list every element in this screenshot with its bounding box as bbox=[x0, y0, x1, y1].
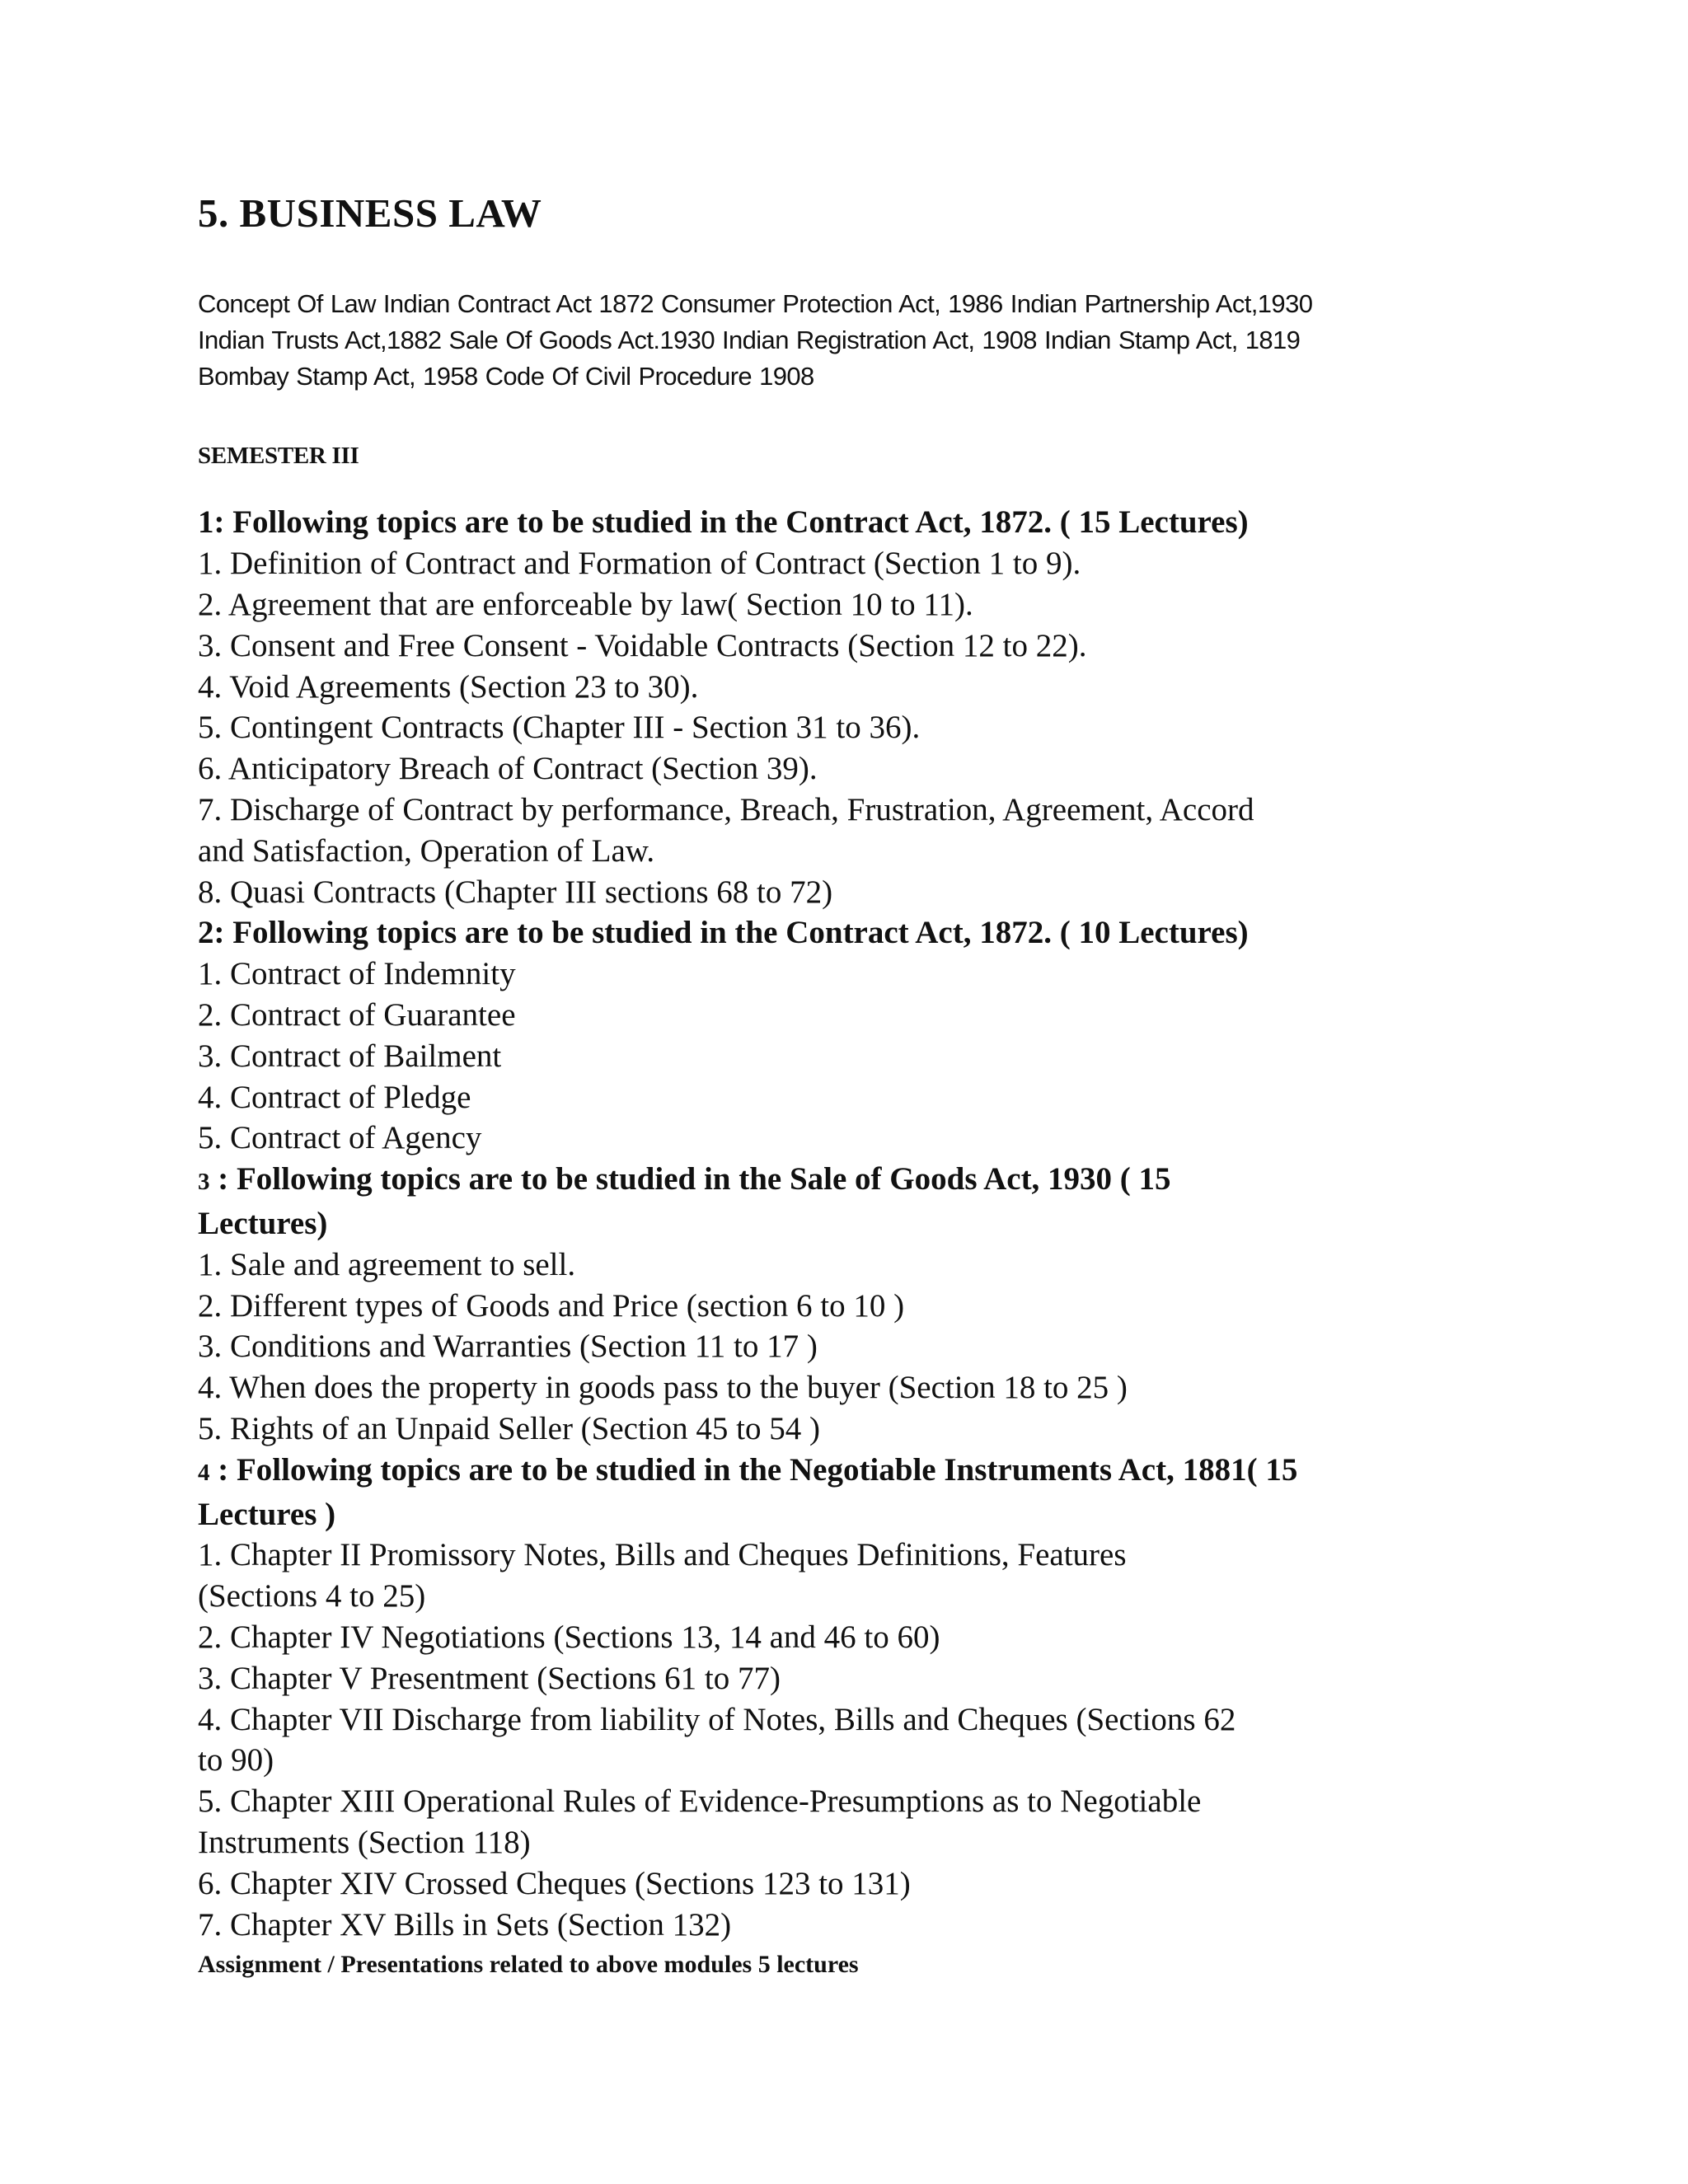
list-item: and Satisfaction, Operation of Law. bbox=[198, 832, 655, 869]
list-item: 3. Conditions and Warranties (Section 11 to 17 ) bbox=[198, 1329, 818, 1365]
list-item: 1. Sale and agreement to sell. bbox=[198, 1246, 576, 1282]
list-item: 3. Consent and Free Consent - Voidable Contracts (Section 12 to 22). bbox=[198, 627, 1087, 663]
section-2-heading: 2: Following topics are to be studied in the Contract Act, 1872. ( 10 Lectures) bbox=[198, 915, 1249, 951]
section-1-heading: 1: Following topics are to be studied in the Contract Act, 1872. ( 15 Lectures) bbox=[198, 504, 1249, 541]
list-item: 7. Chapter XV Bills in Sets (Section 132) bbox=[198, 1906, 732, 1943]
list-item: 1. Contract of Indemnity bbox=[198, 956, 516, 992]
section-4-heading bbox=[198, 1450, 1451, 1494]
section-3-heading bbox=[198, 1159, 1451, 1203]
list-item: 5. Rights of an Unpaid Seller (Section 45 to 54 ) bbox=[198, 1411, 820, 1447]
section-4-number: 4 bbox=[198, 1459, 210, 1486]
section-1 bbox=[198, 502, 1451, 912]
list-item: 3. Contract of Bailment bbox=[198, 1038, 502, 1074]
list-item: Instruments (Section 118) bbox=[198, 1824, 531, 1860]
document-title: 5. BUSINESS LAW bbox=[198, 190, 542, 236]
list-item: 2. Agreement that are enforceable by law( Section 10 to 11). bbox=[198, 587, 973, 623]
acts-overview-line: Concept Of Law Indian Contract Act 1872 Consumer Protection Act, 1986 Indian Partnership Act,1930 bbox=[198, 288, 1313, 318]
list-item: 4. When does the property in goods pass to the buyer (Section 18 to 25 ) bbox=[198, 1370, 1128, 1406]
acts-overview bbox=[198, 286, 1451, 395]
list-item: 5. Contract of Agency bbox=[198, 1120, 482, 1156]
list-item: 6. Chapter XIV Crossed Cheques (Sections 123 to 131) bbox=[198, 1865, 911, 1901]
list-item: 2. Contract of Guarantee bbox=[198, 997, 516, 1033]
section-4-heading-text: : Following topics are to be studied in the Negotiable Instruments Act, 1881( 15 bbox=[209, 1451, 1298, 1488]
list-item: 5. Chapter XIII Operational Rules of Evidence-Presumptions as to Negotiable bbox=[198, 1783, 1202, 1820]
list-item: 4. Contract of Pledge bbox=[198, 1079, 471, 1115]
list-item: 8. Quasi Contracts (Chapter III sections 68 to 72) bbox=[198, 874, 833, 910]
list-item: 6. Anticipatory Breach of Contract (Section 39). bbox=[198, 751, 818, 787]
acts-overview-line: Bombay Stamp Act, 1958 Code Of Civil Procedure 1908 bbox=[198, 361, 814, 391]
list-item: 4. Void Agreements (Section 23 to 30). bbox=[198, 668, 699, 705]
acts-overview-line: Indian Trusts Act,1882 Sale Of Goods Act.1930 Indian Registration Act, 1908 Indian Stamp Act, 1819 bbox=[198, 325, 1301, 354]
section-4 bbox=[198, 1450, 1451, 1946]
list-item: 2. Chapter IV Negotiations (Sections 13, 14 and 46 to 60) bbox=[198, 1619, 940, 1655]
list-item: to 90) bbox=[198, 1742, 274, 1779]
list-item: 7. Discharge of Contract by performance, Breach, Frustration, Agreement, Accord bbox=[198, 792, 1254, 828]
list-item: 1. Definition of Contract and Formation of Contract (Section 1 to 9). bbox=[198, 546, 1081, 582]
list-item: 4. Chapter VII Discharge from liability of Notes, Bills and Cheques (Sections 62 bbox=[198, 1701, 1236, 1737]
section-3 bbox=[198, 1159, 1451, 1450]
semester-label: SEMESTER III bbox=[198, 442, 359, 469]
list-item: (Sections 4 to 25) bbox=[198, 1578, 426, 1615]
section-3-heading-cont: Lectures) bbox=[198, 1206, 328, 1242]
assignment-note: Assignment / Presentations related to above modules 5 lectures bbox=[198, 1951, 859, 1979]
section-3-heading-text: : Following topics are to be studied in the Sale of Goods Act, 1930 ( 15 bbox=[209, 1161, 1171, 1197]
list-item: 5. Contingent Contracts (Chapter III - Section 31 to 36). bbox=[198, 710, 921, 746]
list-item: 2. Different types of Goods and Price (section 6 to 10 ) bbox=[198, 1287, 905, 1324]
section-2 bbox=[198, 912, 1451, 1159]
list-item: 1. Chapter II Promissory Notes, Bills and Cheques Definitions, Features bbox=[198, 1537, 1127, 1573]
document-page bbox=[198, 190, 1451, 1981]
list-item: 3. Chapter V Presentment (Sections 61 to 77) bbox=[198, 1660, 781, 1696]
section-3-number: 3 bbox=[198, 1169, 210, 1196]
section-4-heading-cont: Lectures ) bbox=[198, 1496, 336, 1532]
